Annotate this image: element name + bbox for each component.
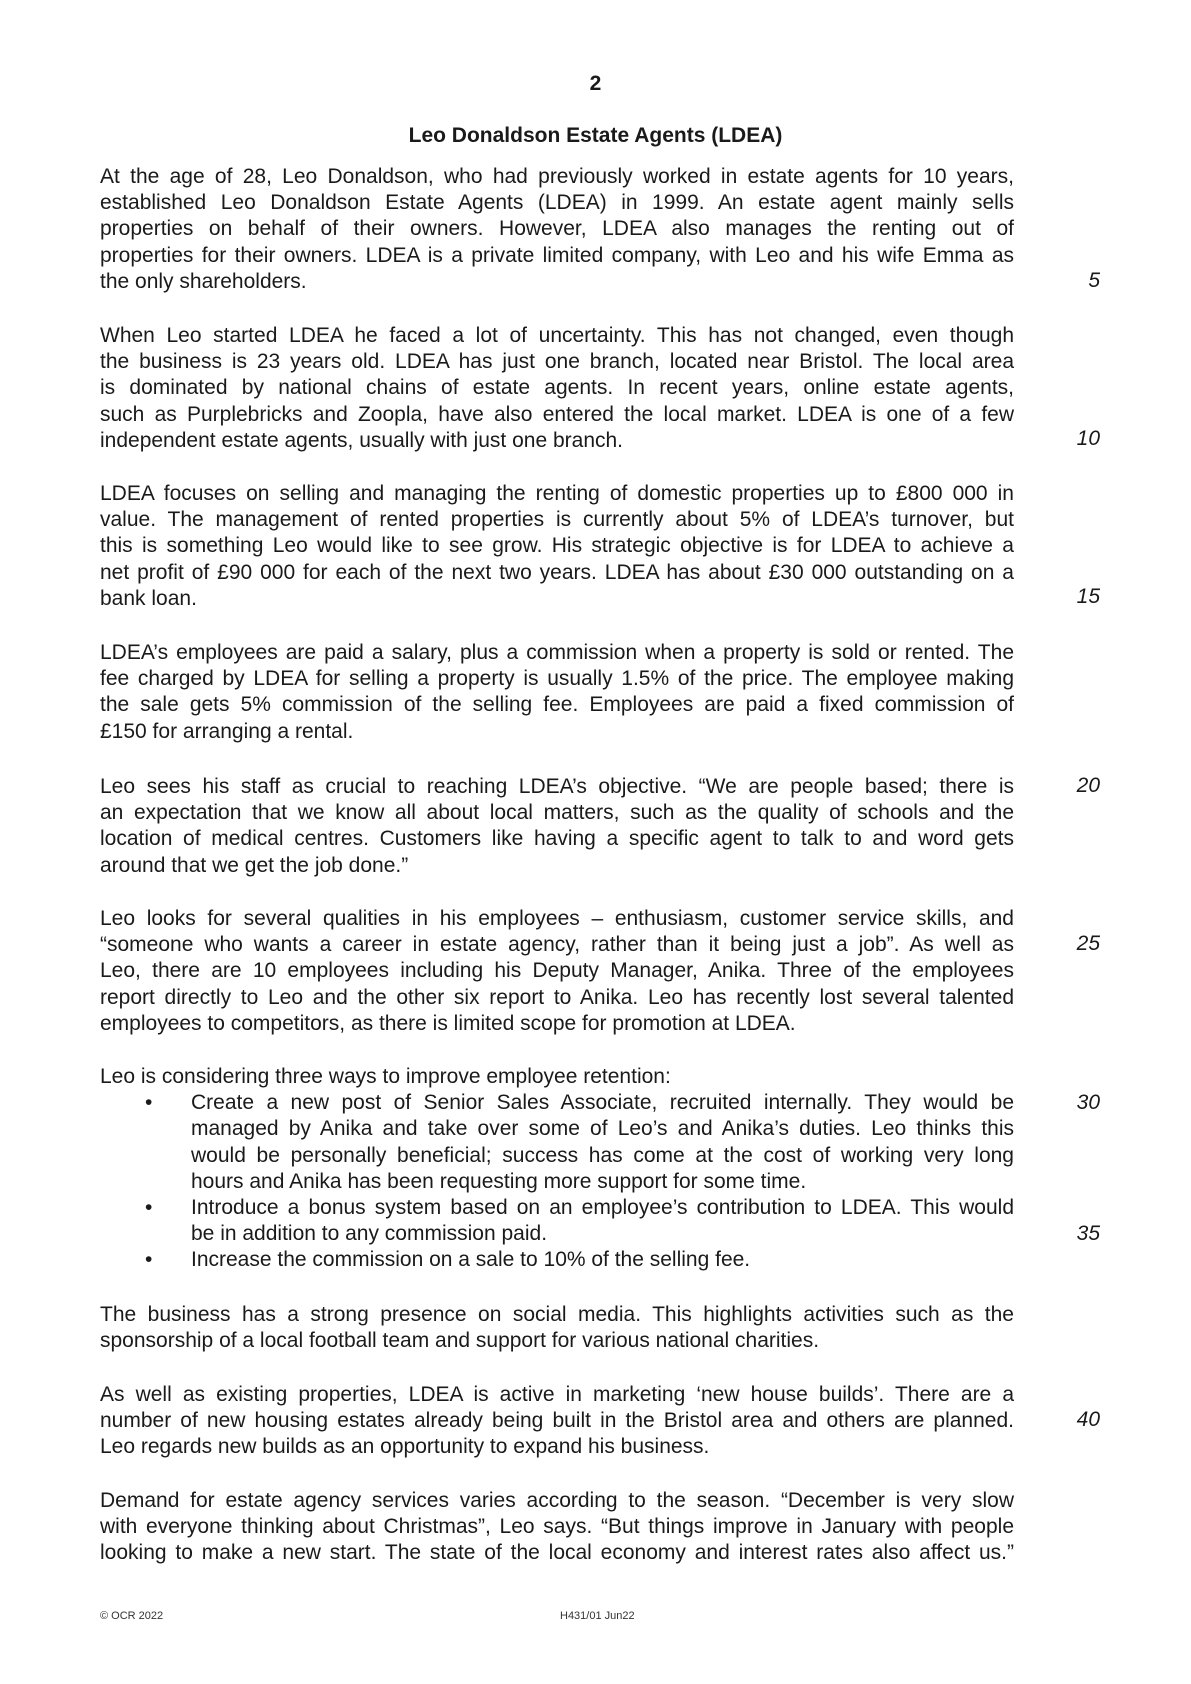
paragraph-2 bbox=[100, 323, 1014, 454]
text-line: “someone who wants a career in estate agency, rather than it being just a job”. As well as bbox=[100, 933, 1014, 957]
text-line: £150 for arranging a rental. bbox=[100, 719, 354, 743]
text-line: with everyone thinking about Christmas”, Leo says. “But things improve in January with people bbox=[100, 1515, 1014, 1539]
bullet-item-2 bbox=[100, 1195, 1014, 1247]
text-line: is dominated by national chains of estate agents. In recent years, online estate agents, bbox=[100, 376, 1014, 400]
line-number: 10 bbox=[1076, 427, 1100, 450]
text-line: the sale gets 5% commission of the selling fee. Employees are paid a fixed commission of bbox=[100, 693, 1014, 717]
text-line: such as Purplebricks and Zoopla, have also entered the local market. LDEA is one of a few bbox=[100, 402, 1014, 426]
text-line: established Leo Donaldson Estate Agents (LDEA) in 1999. An estate agent mainly sells bbox=[100, 191, 1014, 215]
paragraph-10 bbox=[100, 1488, 1014, 1567]
bullet-list bbox=[100, 1090, 1014, 1273]
bullet-text: Introduce a bonus system based on an employee’s contribution to LDEA. This would bbox=[191, 1196, 1014, 1220]
text-line: employees to competitors, as there is limited scope for promotion at LDEA. bbox=[100, 1011, 796, 1035]
text-line: properties for their owners. LDEA is a private limited company, with Leo and his wife Emma as bbox=[100, 243, 1014, 267]
paragraph-6 bbox=[100, 906, 1014, 1037]
text-line: When Leo started LDEA he faced a lot of uncertainty. This has not changed, even though bbox=[100, 324, 1014, 347]
bullet-line: would be personally beneficial; success has come at the cost of working very long bbox=[191, 1143, 1014, 1167]
text-line: As well as existing properties, LDEA is active in marketing ‘new house builds’. There are a bbox=[100, 1383, 1014, 1406]
text-line: the business is 23 years old. LDEA has just one branch, located near Bristol. The local area bbox=[100, 350, 1014, 374]
text-line: net profit of £90 000 for each of the next two years. LDEA has about £30 000 outstanding on a bbox=[100, 560, 1014, 584]
bullet-item-3 bbox=[100, 1247, 1014, 1273]
text-line: number of new housing estates already being built in the Bristol area and others are planned. bbox=[100, 1409, 1014, 1433]
paragraph-1 bbox=[100, 164, 1014, 295]
text-line: around that we get the job done.” bbox=[100, 853, 409, 877]
text-line: Leo is considering three ways to improve employee retention: bbox=[100, 1065, 671, 1088]
bullet-icon: • bbox=[145, 1091, 153, 1115]
text-line: LDEA’s employees are paid a salary, plus a commission when a property is sold or rented. The bbox=[100, 641, 1014, 664]
text-line: location of medical centres. Customers like having a specific agent to talk to and word gets bbox=[100, 827, 1014, 851]
text-line: Leo, there are 10 employees including his Deputy Manager, Anika. Three of the employees bbox=[100, 959, 1014, 983]
page-number: 2 bbox=[589, 72, 602, 95]
line-number: 25 bbox=[1076, 932, 1100, 955]
footer-paper-code: H431/01 Jun22 bbox=[560, 1610, 635, 1622]
text-line: properties on behalf of their owners. However, LDEA also manages the renting out of bbox=[100, 217, 1014, 241]
bullet-item-1 bbox=[100, 1090, 1014, 1195]
text-line: value. The management of rented properties is currently about 5% of LDEA’s turnover, but bbox=[100, 508, 1014, 532]
bullet-line: hours and Anika has been requesting more support for some time. bbox=[191, 1169, 807, 1193]
bullet-line bbox=[100, 1195, 1014, 1221]
text-line: sponsorship of a local football team and support for various national charities. bbox=[100, 1329, 820, 1353]
text-line: Leo looks for several qualities in his employees – enthusiasm, customer service skills, and bbox=[100, 907, 1014, 930]
text-line: this is something Leo would like to see grow. His strategic objective is for LDEA to achieve a bbox=[100, 534, 1014, 558]
text-line: looking to make a new start. The state of the local economy and interest rates also affect us.” bbox=[100, 1541, 1014, 1565]
line-number: 30 bbox=[1076, 1091, 1100, 1114]
text-line: Leo regards new builds as an opportunity to expand his business. bbox=[100, 1435, 710, 1459]
paragraph-3 bbox=[100, 481, 1014, 612]
text-line: the only shareholders. bbox=[100, 269, 307, 293]
bullet-line bbox=[100, 1090, 1014, 1116]
bullet-line bbox=[100, 1247, 1014, 1273]
text-line: independent estate agents, usually with just one branch. bbox=[100, 428, 624, 452]
bullet-icon: • bbox=[145, 1196, 153, 1220]
line-number: 5 bbox=[1088, 269, 1100, 292]
paragraph-5 bbox=[100, 774, 1014, 879]
text-line: report directly to Leo and the other six report to Anika. Leo has recently lost several talented bbox=[100, 985, 1014, 1009]
footer-copyright: © OCR 2022 bbox=[100, 1610, 164, 1622]
paragraph-8 bbox=[100, 1302, 1014, 1354]
line-number: 20 bbox=[1076, 774, 1100, 797]
line-number: 35 bbox=[1076, 1222, 1100, 1245]
line-number: 40 bbox=[1076, 1408, 1100, 1431]
text-line: an expectation that we know all about local matters, such as the quality of schools and the bbox=[100, 801, 1014, 825]
text-line: LDEA focuses on selling and managing the renting of domestic properties up to £800 000 in bbox=[100, 482, 1014, 505]
bullet-line: be in addition to any commission paid. bbox=[191, 1222, 548, 1246]
text-line: bank loan. bbox=[100, 586, 197, 610]
text-line: Demand for estate agency services varies according to the season. “December is very slow bbox=[100, 1489, 1014, 1512]
text-line: Leo sees his staff as crucial to reaching LDEA’s objective. “We are people based; there is bbox=[100, 775, 1014, 798]
paragraph-4 bbox=[100, 640, 1014, 745]
paragraph-9 bbox=[100, 1382, 1014, 1461]
bullet-icon: • bbox=[145, 1248, 153, 1272]
text-line: At the age of 28, Leo Donaldson, who had previously worked in estate agents for 10 years, bbox=[100, 165, 1014, 188]
document-title: Leo Donaldson Estate Agents (LDEA) bbox=[408, 124, 783, 147]
text-line: The business has a strong presence on social media. This highlights activities such as the bbox=[100, 1303, 1014, 1326]
bullet-text: Create a new post of Senior Sales Associate, recruited internally. They would be bbox=[191, 1091, 1014, 1115]
bullet-text: Increase the commission on a sale to 10% of the selling fee. bbox=[191, 1248, 751, 1272]
paragraph-7 bbox=[100, 1064, 1014, 1274]
text-line: fee charged by LDEA for selling a property is usually 1.5% of the price. The employee making bbox=[100, 667, 1014, 691]
bullet-line: managed by Anika and take over some of Leo’s and Anika’s duties. Leo thinks this bbox=[191, 1117, 1014, 1141]
line-number: 15 bbox=[1076, 585, 1100, 608]
